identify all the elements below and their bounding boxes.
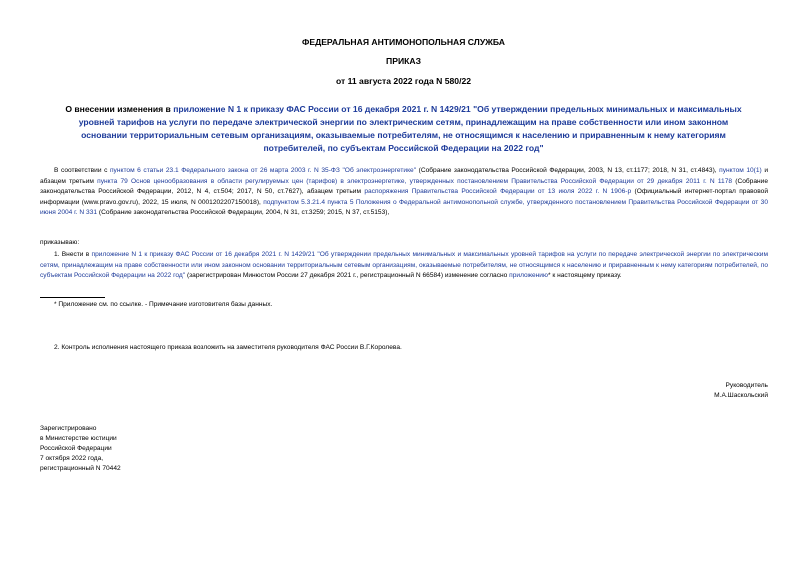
title-text: О внесении изменения в xyxy=(65,104,174,114)
preamble-link-point-79[interactable]: пункта 79 Основ ценообразования в области регулируемых цен (тарифов) в электроэнергетике, утвержденных постановлением Правительства Российской Федерации от 29 декабря 2011 г. N 1178 xyxy=(97,177,733,185)
footnote: * Приложение см. по ссылке. - Примечание изготовителя базы данных. xyxy=(54,301,273,308)
registration-line-5: регистрационный N 70442 xyxy=(40,465,121,472)
item-2-paragraph: 2. Контроль исполнения настоящего приказа возложить на заместителя руководителя ФАС России В.Г.Королева. xyxy=(54,344,402,351)
preamble-text-6: (Собрание законодательства Российской Федерации, 2004, N 31, ст.3259; 2015, N 37, ст.5153), xyxy=(97,209,390,216)
preamble-text-4: (Собрание законодательства Российской Федерации, 2012, N 4, ст.504; 2017, N 50, ст.7627), абзацем третьим xyxy=(40,177,768,195)
item-1-text-3: * к настоящему приказу. xyxy=(547,272,622,279)
preamble-text-3: и абзацем третьим xyxy=(40,167,768,185)
preamble-link-law-35fz[interactable]: пунктом 6 статьи 23.1 Федерального закона от 26 марта 2003 г. N 35-ФЗ "Об электроэнергетике" xyxy=(109,167,417,174)
item-1-link-order-1429[interactable]: приложение N 1 к приказу ФАС России от 16 декабря 2021 г. N 1429/21 "Об утверждении предельных минимальных и максимальных уровней тарифов на услуги по передаче электрической энергии по электрическим сетям, принадлежащим на праве собственности или ином законном основании территориальным сетевым организациям, оказываемые потребителям, не относящимся к населению и приравненным к нему категориям потребителей, по субъектам Российской Федерации на 2022 год" xyxy=(40,251,768,279)
registration-line-4: 7 октября 2022 года, xyxy=(40,455,104,462)
preamble-paragraph xyxy=(40,166,768,219)
item-1-link-appendix[interactable]: приложению xyxy=(509,272,548,279)
item-1-text-2: (зарегистрирован Минюстом России 27 декабря 2021 г., регистрационный N 66584) изменение согласно xyxy=(185,272,510,279)
signature-position: Руководитель xyxy=(725,382,768,389)
signature-block xyxy=(714,381,768,401)
preamble-link-order-1906r[interactable]: распоряжения Правительства Российской Федерации от 13 июля 2022 г. N 1906-р xyxy=(364,188,632,195)
preamble-link-fas-regulation[interactable]: подпунктом 5.3.21.4 пункта 5 Положения о Федеральной антимонопольной службе, утвержденного постановлением Правительства Российской Федерации от 30 июня 2004 г. N 331 xyxy=(40,198,768,216)
document-type: ПРИКАЗ xyxy=(386,56,421,66)
preamble-text-1: В соответствии с xyxy=(54,167,110,174)
registration-line-3: Российской Федерации xyxy=(40,445,112,452)
registration-block xyxy=(40,424,121,474)
document-title xyxy=(55,103,752,155)
item-1-text-1: 1. Внести в xyxy=(54,251,92,258)
document-date-number: от 11 августа 2022 года N 580/22 xyxy=(335,76,472,86)
signature-name: М.А.Шаскольский xyxy=(714,392,768,399)
orders-label: приказываю: xyxy=(40,239,80,246)
preamble-text-2: (Собрание законодательства Российской Федерации, 2003, N 13, ст.1177; 2018, N 31, ст.4843), xyxy=(416,167,720,174)
agency-name: ФЕДЕРАЛЬНАЯ АНТИМОНОПОЛЬНАЯ СЛУЖБА xyxy=(302,37,505,47)
item-1-paragraph xyxy=(40,250,768,282)
footnote-separator xyxy=(40,297,105,298)
preamble-text-5: (Официальный интернет-портал правовой информации (www.pravo.gov.ru), 2022, 15 июля, N 0001202207150018), xyxy=(40,188,768,206)
preamble-link-point-10-1[interactable]: пунктом 10(1) xyxy=(719,167,762,174)
registration-line-1: Зарегистрировано xyxy=(40,425,97,432)
registration-line-2: в Министерстве юстиции xyxy=(40,435,117,442)
title-link-order-1429[interactable]: приложение N 1 к приказу ФАС России от 16 декабря 2021 г. N 1429/21 "Об утверждении предельных минимальных и максимальных уровней тарифов на услуги по передаче электрической энергии по электрическим сетям, принадлежащим на праве собственности или ином законном основании территориальным сетевым организациям, оказываемые потребителям, не относящимся к населению и приравненным к нему категориям потребителей, по субъектам Российской Федерации на 2022 год" xyxy=(78,104,742,153)
